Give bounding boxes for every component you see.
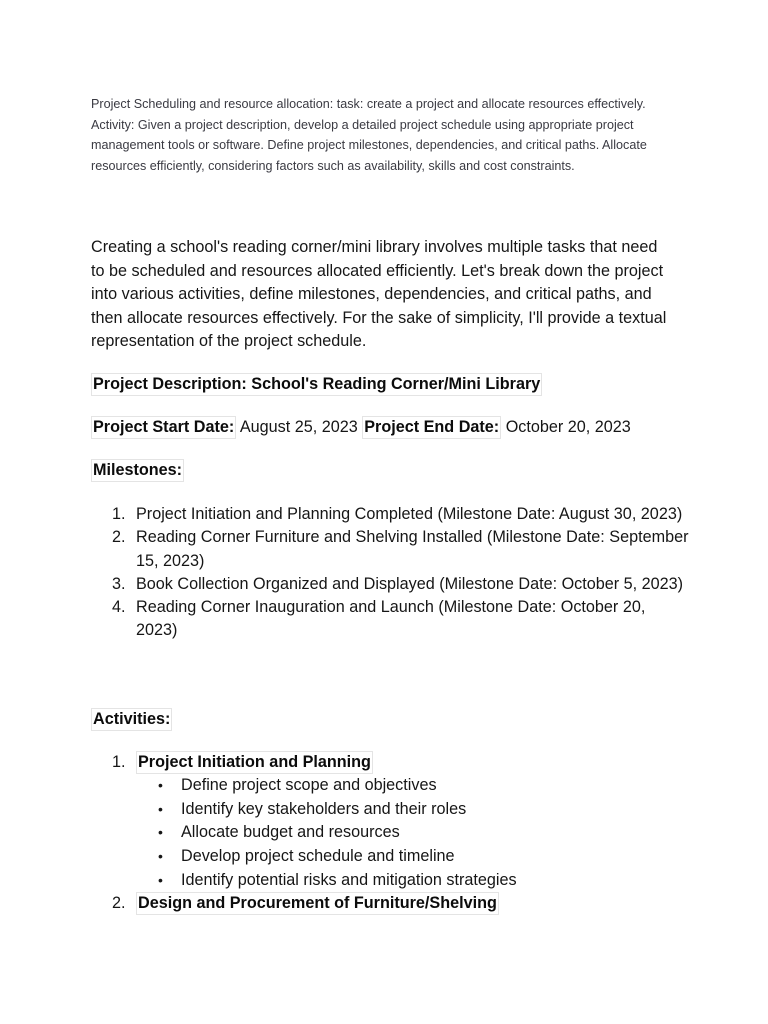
subtask-item [136, 869, 691, 893]
milestones-list [91, 503, 691, 643]
project-description-heading: Project Description: School's Reading Corner/Mini Library [91, 373, 542, 396]
subtask-text: Develop project schedule and timeline [181, 847, 455, 866]
project-description-line [91, 373, 542, 396]
milestone-item [91, 573, 691, 596]
project-dates-line [91, 416, 631, 439]
activity-number: 1. [112, 753, 126, 771]
start-date-label: Project Start Date: [91, 416, 236, 439]
bullet-icon: • [158, 800, 163, 817]
milestones-heading: Milestones: [91, 459, 184, 482]
activities-heading-line [91, 708, 172, 731]
end-date-label: Project End Date: [362, 416, 501, 439]
activity-subtasks [136, 774, 691, 892]
subtask-item [136, 845, 691, 869]
end-date-value: October 20, 2023 [505, 418, 631, 436]
assignment-intro: Project Scheduling and resource allocation: task: create a project and allocate resources effectively. Activity: Given a project description, develop a detailed project schedule using appropriate project management tools or software. Define project milestones, dependencies, and critical paths. Allocate resources efficiently, considering factors such as availability, skills and cost constraints. [91, 97, 647, 173]
milestone-item [91, 526, 691, 573]
activities-heading: Activities: [91, 708, 172, 731]
milestone-text: Book Collection Organized and Displayed (Milestone Date: October 5, 2023) [136, 574, 684, 593]
subtask-text: Identify potential risks and mitigation strategies [181, 870, 517, 889]
bullet-icon: • [158, 777, 163, 794]
subtask-item [136, 774, 691, 798]
start-date-value: August 25, 2023 [239, 418, 358, 436]
subtask-item [136, 798, 691, 822]
bullet-icon: • [158, 824, 163, 841]
subtask-item [136, 821, 691, 845]
overview-paragraph: Creating a school's reading corner/mini library involves multiple tasks that need to be scheduled and resources allocated efficiently. Let's break down the project into various activities, define milestones, dependencies, and critical paths, and then allocate resources effectively. For the sake of simplicity, I'll provide a textual representation of the project schedule. [91, 238, 667, 351]
milestone-text: Reading Corner Inauguration and Launch (Milestone Date: October 20, 2023) [136, 598, 646, 640]
milestone-number: 3. [112, 574, 126, 593]
milestones-heading-line [91, 459, 184, 482]
activity-item [91, 892, 691, 915]
milestone-text: Project Initiation and Planning Completed (Milestone Date: August 30, 2023) [136, 505, 683, 523]
milestone-text: Reading Corner Furniture and Shelving Installed (Milestone Date: September 15, 2023) [136, 528, 689, 570]
milestone-number: 1. [112, 505, 126, 523]
subtask-text: Allocate budget and resources [181, 823, 400, 842]
subtask-text: Identify key stakeholders and their roles [181, 799, 467, 818]
activity-title: Project Initiation and Planning [136, 751, 373, 774]
bullet-icon: • [158, 848, 163, 865]
milestone-item [91, 503, 691, 526]
milestone-number: 4. [112, 598, 126, 617]
activities-list [91, 751, 691, 916]
subtask-text: Define project scope and objectives [181, 776, 437, 795]
activity-title: Design and Procurement of Furniture/Shelving [136, 892, 499, 915]
activity-item [91, 751, 691, 892]
milestone-number: 2. [112, 528, 126, 547]
activity-number: 2. [112, 894, 126, 913]
milestone-item [91, 596, 691, 643]
bullet-icon: • [158, 871, 163, 888]
